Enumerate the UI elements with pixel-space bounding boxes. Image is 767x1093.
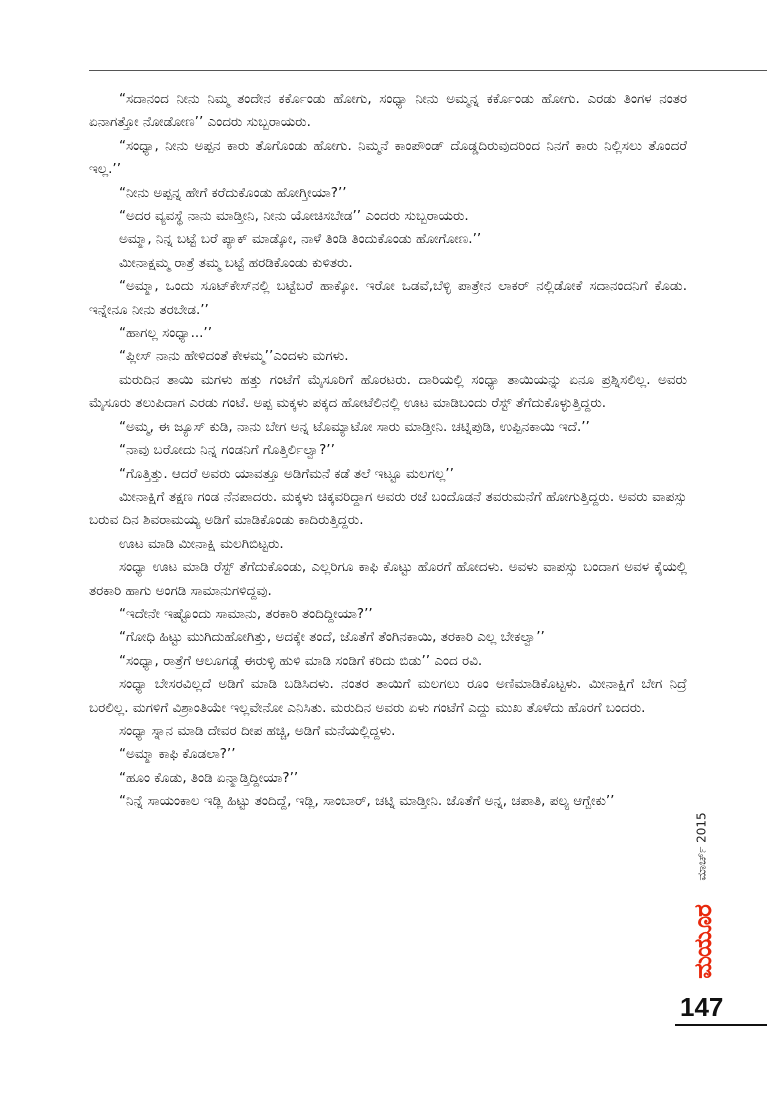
paragraph: ಸಂಧ್ಯಾ ಸ್ನಾನ ಮಾಡಿ ದೇವರ ದೀಪ ಹಚ್ಚಿ, ಅಡಿಗೆ ಮನೆಯಲ್ಲಿದ್ದಳು.	[119, 722, 396, 739]
article-body	[89, 88, 687, 814]
paragraph: “ಸದಾನಂದ ನೀನು ನಿಮ್ಮ ತಂದೇನ ಕರ್ಕೊಂಡು ಹೋಗು, ಸಂಧ್ಯಾ ನೀನು ಅಮ್ಮನ್ನ ಕರ್ಕೊಂಡು ಹೋಗು. ಎರಡು ತಿಂಗಳ ನಂತರ ಏನಾಗತ್ತೋ ನೋಡೋಣ’’ ಎಂದರು ಸುಬ್ಬರಾಯರು.	[89, 91, 687, 131]
paragraph: “ಅದರ ವ್ಯವಸ್ಥೆ ನಾನು ಮಾಡ್ತೀನಿ, ನೀನು ಯೋಚಿಸಬೇಡ’’ ಎಂದರು ಸುಬ್ಬರಾಯರು.	[119, 208, 469, 225]
magazine-masthead	[686, 900, 720, 984]
issue-date-text: ಮಾರ್ಚ್ 2015	[694, 811, 709, 881]
paragraph: “ಅಮ್ಮಾ ಕಾಫಿ ಕೊಡಲಾ?’’	[119, 746, 236, 763]
paragraph: “ಇದೇನೇ ಇಷ್ಟೊಂದು ಸಾಮಾನು, ತರಕಾರಿ ತಂದಿದ್ದೀಯಾ?’’	[119, 605, 373, 622]
bottom-divider	[675, 1024, 767, 1026]
paragraph: “ಪ್ಲೀಸ್ ನಾನು ಹೇಳಿದಂತೆ ಕೇಳಮ್ಮ’’ಎಂದಳು ಮಗಳು.	[119, 348, 349, 365]
paragraph: “ಸಂಧ್ಯಾ, ನೀನು ಅಪ್ಪನ ಕಾರು ತೊಗೊಂಡು ಹೋಗು. ನಿಮ್ಮನೆ ಕಾಂಪೌಂಡ್ ದೊಡ್ಡದಿರುವುದರಿಂದ ನಿನಗೆ ಕಾರು ನಿಲ್ಲಿಸಲು ತೊಂದರೆ ಇಲ್ಲ.’’	[89, 137, 687, 178]
paragraph: “ನೀನು ಅಪ್ಪನ್ನ ಹೇಗೆ ಕರೆದುಕೊಂಡು ಹೋಗ್ತೀಯಾ?’’	[119, 184, 347, 201]
paragraph: ಮರುದಿನ ತಾಯಿ ಮಗಳು ಹತ್ತು ಗಂಟೆಗೆ ಮೈಸೂರಿಗೆ ಹೊರಟರು. ದಾರಿಯಲ್ಲಿ ಸಂಧ್ಯಾ ತಾಯಿಯನ್ನು ಏನೂ ಪ್ರಶ್ನಿಸಲಿಲ್ಲ. ಅವರು ಮೈಸೂರು ತಲುಪಿದಾಗ ಎರಡು ಗಂಟೆ. ಅಪ್ಪ ಮಕ್ಕಳು ಪಕ್ಕದ ಹೋಟೆಲಿನಲ್ಲಿ ಊಟ ಮಾಡಿಬಂದು ರೆಸ್ಟ್ ತೆಗೆದುಕೊಳ್ಳುತ್ತಿದ್ದರು.	[89, 371, 687, 412]
paragraph: “ಅಮ್ಮ, ಈ ಜ್ಯೂಸ್ ಕುಡಿ, ನಾನು ಬೇಗ ಅನ್ನ ಟೊಮ್ಯಾಟೋ ಸಾರು ಮಾಡ್ತೀನಿ. ಚಟ್ನಿಪುಡಿ, ಉಪ್ಪಿನಕಾಯಿ ಇದೆ.’’	[119, 418, 590, 435]
issue-date-label	[692, 800, 712, 892]
paragraph: “ಅಮ್ಮಾ, ಒಂದು ಸೂಟ್‌ಕೇಸ್‌ನಲ್ಲಿ ಬಟ್ಟೆಬರೆ ಹಾಕ್ಕೋ. ಇರೋ ಒಡವೆ,ಬೆಳ್ಳಿ ಪಾತ್ರೇನ ಲಾಕರ್ ನಲ್ಲಿಡೋಕೆ ಸದಾನಂದನಿಗೆ ಕೊಡು. ಇನ್ನೇನೂ ನೀನು ತರಬೇಡ.’’	[89, 278, 687, 318]
paragraph: “ಗೋಧಿ ಹಿಟ್ಟು ಮುಗಿದುಹೋಗಿತ್ತು, ಅದಕ್ಕೇ ತಂದೆ, ಜೊತೆಗೆ ತೆಂಗಿನಕಾಯಿ, ತರಕಾರಿ ಎಲ್ಲ ಬೇಕಲ್ವಾ’’	[119, 629, 545, 646]
paragraph: ಊಟ ಮಾಡಿ ಮೀನಾಕ್ಷಿ ಮಲಗಿಬಿಟ್ಟರು.	[119, 535, 284, 552]
paragraph: “ನಿನ್ನೆ ಸಾಯಂಕಾಲ ಇಡ್ಲಿ ಹಿಟ್ಟು ತಂದಿದ್ದೆ, ಇಡ್ಲಿ, ಸಾಂಬಾರ್, ಚಟ್ನಿ ಮಾಡ್ತೀನಿ. ಜೊತೆಗೆ ಅನ್ನ, ಚಪಾತಿ, ಪಲ್ಯ ಆಗ್ಬೇಕು’’	[119, 793, 615, 810]
paragraph: “ಸಂಧ್ಯಾ, ರಾತ್ರೆಗೆ ಆಲೂಗಡ್ಡೆ ಈರುಳ್ಳಿ ಹುಳಿ ಮಾಡಿ ಸಂಡಿಗೆ ಕರಿದು ಬಿಡು’’ ಎಂದ ರವಿ.	[119, 652, 483, 669]
paragraph: ಅಮ್ಮಾ, ನಿನ್ನ ಬಟ್ಟೆ ಬರೆ ಪ್ಯಾಕ್ ಮಾಡ್ಕೋ, ನಾಳೆ ತಿಂಡಿ ತಿಂದುಕೊಂಡು ಹೋಗೋಣ.’’	[119, 231, 482, 248]
page-number: 147	[680, 992, 724, 1022]
top-divider	[89, 70, 767, 71]
paragraph: ಸಂಧ್ಯಾ ಊಟ ಮಾಡಿ ರೆಸ್ಟ್ ತೆಗೆದುಕೊಂಡು, ಎಲ್ಲರಿಗೂ ಕಾಫಿ ಕೊಟ್ಟು ಹೊರಗೆ ಹೋದಳು. ಅವಳು ವಾಪಸ್ಸು ಬಂದಾಗ ಅವಳ ಕೈಯಲ್ಲಿ ತರಕಾರಿ ಹಾಗು ಅಂಗಡಿ ಸಾಮಾನುಗಳಿದ್ದವು.	[89, 559, 687, 599]
paragraph: “ಹಾಗಲ್ಲ ಸಂಧ್ಯಾ...’’	[119, 325, 213, 342]
paragraph: “ನಾವು ಬರೋದು ನಿನ್ನ ಗಂಡನಿಗೆ ಗೊತ್ತಿರ್ಲಿಲ್ವಾ?’’	[119, 442, 335, 459]
paragraph: ಮೀನಾಕ್ಷಮ್ಮ ರಾತ್ರೆ ತಮ್ಮ ಬಟ್ಟೆ ಹರಡಿಕೊಂಡು ಕುಳಿತರು.	[119, 254, 353, 271]
paragraph: ಸಂಧ್ಯಾ ಬೇಸರವಿಲ್ಲದೆ ಅಡಿಗೆ ಮಾಡಿ ಬಡಿಸಿದಳು. ನಂತರ ತಾಯಿಗೆ ಮಲಗಲು ರೂಂ ಅಣಿಮಾಡಿಕೊಟ್ಟಳು. ಮೀನಾಕ್ಷಿಗೆ ಬೇಗ ನಿದ್ರೆ ಬರಲಿಲ್ಲ. ಮಗಳಿಗೆ ವಿಶ್ರಾಂತಿಯೇ ಇಲ್ಲವೇನೋ ಎನಿಸಿತು. ಮರುದಿನ ಅವರು ಏಳು ಗಂಟೆಗೆ ಎದ್ದು ಮುಖ ತೊಳೆದು ಹೊರಗೆ ಬಂದರು.	[89, 676, 687, 716]
paragraph: “ಹೂಂ ಕೊಡು, ತಿಂಡಿ ಏನ್ಮಾಡ್ತಿದ್ದೀಯಾ?’’	[119, 769, 299, 786]
masthead-text: ಮಯೂರ	[689, 905, 718, 979]
paragraph: ಮೀನಾಕ್ಷಿಗೆ ತಕ್ಷಣ ಗಂಡ ನೆನಪಾದರು. ಮಕ್ಕಳು ಚಿಕ್ಕವರಿದ್ದಾಗ ಅವರು ರಜೆ ಬಂದೊಡನೆ ತವರುಮನೆಗೆ ಹೋಗುತ್ತಿದ್ದರು. ಅವರು ವಾಪಸ್ಸು ಬರುವ ದಿನ ಶಿವರಾಮಯ್ಯ ಅಡಿಗೆ ಮಾಡಿಕೊಂಡು ಕಾದಿರುತ್ತಿದ್ದರು.	[89, 488, 687, 529]
paragraph: “ಗೊತ್ತಿತ್ತು. ಆದರೆ ಅವರು ಯಾವತ್ತೂ ಅಡಿಗೆಮನೆ ಕಡೆ ತಲೆ ಇಟ್ಟೂ ಮಲಗಲ್ಲ’’	[119, 465, 454, 482]
